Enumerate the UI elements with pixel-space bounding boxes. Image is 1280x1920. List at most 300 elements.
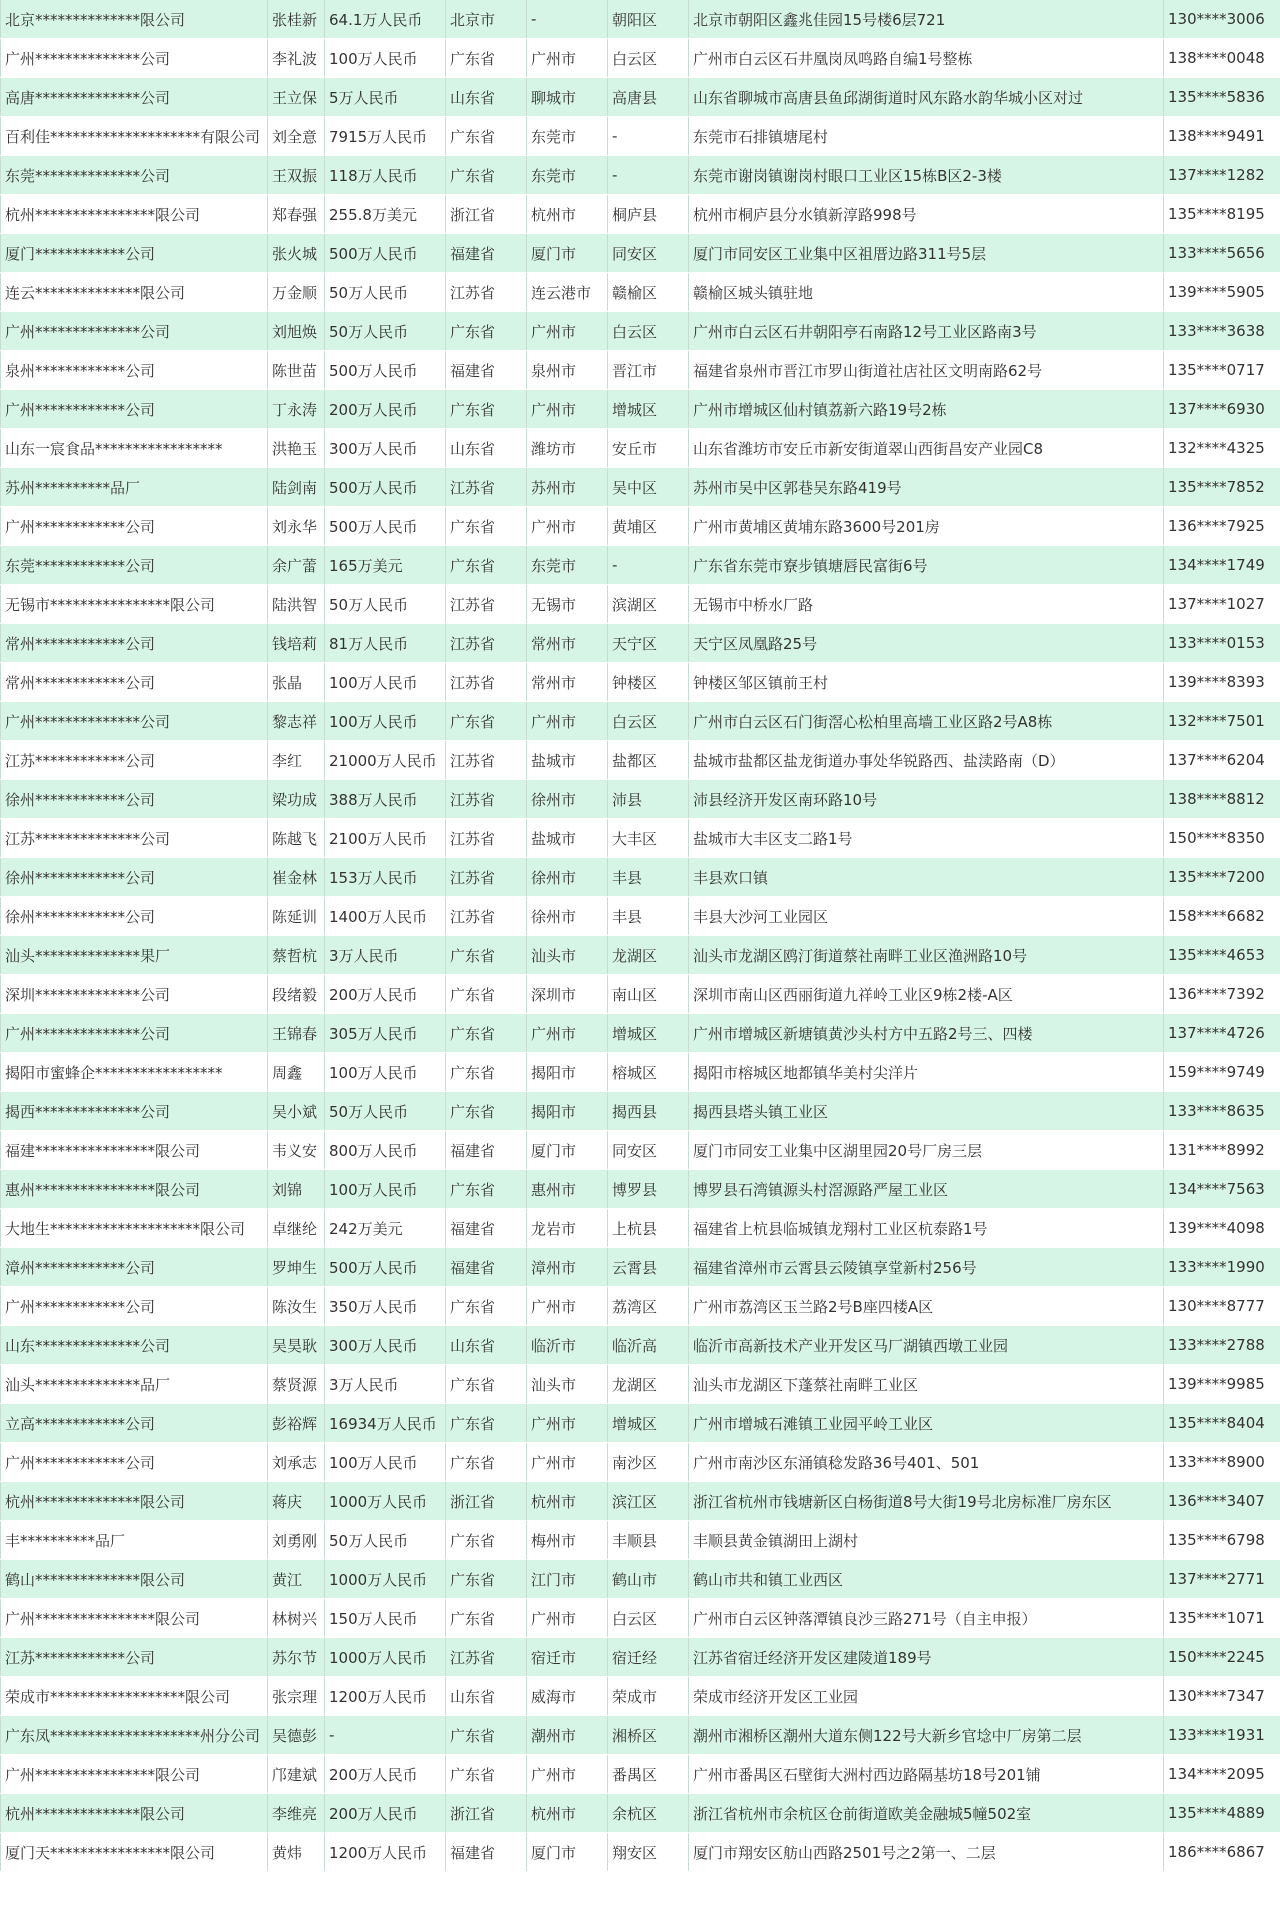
city-cell: 广州市 <box>527 507 608 546</box>
table-row <box>1 507 1280 546</box>
contact-person-cell: 陆洪智 <box>268 585 325 624</box>
company-name-cell: 广州************公司 <box>1 1287 268 1326</box>
phone-cell: 131****8992 <box>1164 1131 1280 1170</box>
address-cell: 盐城市大丰区支二路1号 <box>689 819 1164 858</box>
phone-cell: 133****2788 <box>1164 1326 1280 1365</box>
table-row <box>1 312 1280 351</box>
province-cell: 江苏省 <box>446 468 527 507</box>
registered-capital-cell: 1000万人民币 <box>325 1560 446 1599</box>
phone-cell: 135****5836 <box>1164 78 1280 117</box>
city-cell: 东莞市 <box>527 117 608 156</box>
province-cell: 山东省 <box>446 78 527 117</box>
contact-person-cell: 彭裕辉 <box>268 1404 325 1443</box>
district-cell: 增城区 <box>608 1404 689 1443</box>
phone-cell: 133****0153 <box>1164 624 1280 663</box>
city-cell: 徐州市 <box>527 897 608 936</box>
province-cell: 广东省 <box>446 1599 527 1638</box>
city-cell: 漳州市 <box>527 1248 608 1287</box>
address-cell: 广州市白云区石井朝阳亭石南路12号工业区路南3号 <box>689 312 1164 351</box>
registered-capital-cell: 100万人民币 <box>325 1443 446 1482</box>
registered-capital-cell: 100万人民币 <box>325 702 446 741</box>
registered-capital-cell: 1400万人民币 <box>325 897 446 936</box>
contact-person-cell: 蔡哲杭 <box>268 936 325 975</box>
company-name-cell: 杭州**************限公司 <box>1 1794 268 1833</box>
phone-cell: 133****3638 <box>1164 312 1280 351</box>
company-name-cell: 汕头**************品厂 <box>1 1365 268 1404</box>
province-cell: 广东省 <box>446 1365 527 1404</box>
company-name-cell: 高唐**************公司 <box>1 78 268 117</box>
registered-capital-cell: - <box>325 1716 446 1755</box>
province-cell: 江苏省 <box>446 741 527 780</box>
address-cell: 厦门市同安区工业集中区祖厝边路311号5层 <box>689 234 1164 273</box>
phone-cell: 130****7347 <box>1164 1677 1280 1716</box>
city-cell: 广州市 <box>527 39 608 78</box>
company-name-cell: 惠州****************限公司 <box>1 1170 268 1209</box>
district-cell: 白云区 <box>608 312 689 351</box>
company-table-body <box>1 0 1280 1872</box>
registered-capital-cell: 50万人民币 <box>325 273 446 312</box>
table-row <box>1 780 1280 819</box>
city-cell: 常州市 <box>527 663 608 702</box>
phone-cell: 132****4325 <box>1164 429 1280 468</box>
registered-capital-cell: 1000万人民币 <box>325 1638 446 1677</box>
city-cell: 江门市 <box>527 1560 608 1599</box>
contact-person-cell: 王锦春 <box>268 1014 325 1053</box>
company-name-cell: 常州************公司 <box>1 624 268 663</box>
company-name-cell: 北京**************限公司 <box>1 0 268 39</box>
city-cell: - <box>527 0 608 39</box>
district-cell: 南沙区 <box>608 1443 689 1482</box>
contact-person-cell: 张晶 <box>268 663 325 702</box>
district-cell: 荔湾区 <box>608 1287 689 1326</box>
registered-capital-cell: 300万人民币 <box>325 429 446 468</box>
address-cell: 广州市白云区石井凰岗凤鸣路自编1号整栋 <box>689 39 1164 78</box>
registered-capital-cell: 350万人民币 <box>325 1287 446 1326</box>
phone-cell: 137****4726 <box>1164 1014 1280 1053</box>
district-cell: 博罗县 <box>608 1170 689 1209</box>
province-cell: 福建省 <box>446 1209 527 1248</box>
city-cell: 龙岩市 <box>527 1209 608 1248</box>
contact-person-cell: 苏尔节 <box>268 1638 325 1677</box>
address-cell: 揭阳市榕城区地都镇华美村尖洋片 <box>689 1053 1164 1092</box>
company-name-cell: 徐州************公司 <box>1 858 268 897</box>
table-row <box>1 39 1280 78</box>
table-row <box>1 1170 1280 1209</box>
district-cell: 丰顺县 <box>608 1521 689 1560</box>
city-cell: 广州市 <box>527 1443 608 1482</box>
city-cell: 揭阳市 <box>527 1092 608 1131</box>
table-row <box>1 1482 1280 1521</box>
city-cell: 广州市 <box>527 1599 608 1638</box>
district-cell: 沛县 <box>608 780 689 819</box>
table-row <box>1 1560 1280 1599</box>
address-cell: 广州市白云区石门街滘心松柏里高墙工业区路2号A8栋 <box>689 702 1164 741</box>
city-cell: 汕头市 <box>527 1365 608 1404</box>
table-row <box>1 1677 1280 1716</box>
city-cell: 泉州市 <box>527 351 608 390</box>
address-cell: 杭州市桐庐县分水镇新淳路998号 <box>689 195 1164 234</box>
phone-cell: 158****6682 <box>1164 897 1280 936</box>
phone-cell: 139****8393 <box>1164 663 1280 702</box>
contact-person-cell: 韦义安 <box>268 1131 325 1170</box>
table-row <box>1 1248 1280 1287</box>
contact-person-cell: 王立保 <box>268 78 325 117</box>
registered-capital-cell: 3万人民币 <box>325 936 446 975</box>
company-name-cell: 广州**************公司 <box>1 39 268 78</box>
phone-cell: 135****0717 <box>1164 351 1280 390</box>
phone-cell: 136****7925 <box>1164 507 1280 546</box>
district-cell: 揭西县 <box>608 1092 689 1131</box>
company-name-cell: 广州****************限公司 <box>1 1599 268 1638</box>
registered-capital-cell: 64.1万人民币 <box>325 0 446 39</box>
province-cell: 福建省 <box>446 351 527 390</box>
company-name-cell: 广东凤********************州分公司 <box>1 1716 268 1755</box>
table-row <box>1 351 1280 390</box>
contact-person-cell: 张桂新 <box>268 0 325 39</box>
registered-capital-cell: 100万人民币 <box>325 663 446 702</box>
city-cell: 杭州市 <box>527 195 608 234</box>
address-cell: 深圳市南山区西丽街道九祥岭工业区9栋2楼-A区 <box>689 975 1164 1014</box>
district-cell: 湘桥区 <box>608 1716 689 1755</box>
contact-person-cell: 梁功成 <box>268 780 325 819</box>
province-cell: 广东省 <box>446 1092 527 1131</box>
phone-cell: 135****4653 <box>1164 936 1280 975</box>
district-cell: 滨湖区 <box>608 585 689 624</box>
table-row <box>1 117 1280 156</box>
district-cell: 安丘市 <box>608 429 689 468</box>
table-row <box>1 1287 1280 1326</box>
province-cell: 山东省 <box>446 429 527 468</box>
contact-person-cell: 丁永涛 <box>268 390 325 429</box>
company-name-cell: 徐州************公司 <box>1 780 268 819</box>
registered-capital-cell: 242万美元 <box>325 1209 446 1248</box>
district-cell: 上杭县 <box>608 1209 689 1248</box>
district-cell: 荣成市 <box>608 1677 689 1716</box>
address-cell: 钟楼区邹区镇前王村 <box>689 663 1164 702</box>
district-cell: 晋江市 <box>608 351 689 390</box>
company-name-cell: 杭州****************限公司 <box>1 195 268 234</box>
address-cell: 广东省东莞市寮步镇塘唇民富街6号 <box>689 546 1164 585</box>
table-row <box>1 858 1280 897</box>
province-cell: 浙江省 <box>446 195 527 234</box>
company-name-cell: 鹤山**************限公司 <box>1 1560 268 1599</box>
address-cell: 厦门市翔安区舫山西路2501号之2第一、二层 <box>689 1833 1164 1872</box>
contact-person-cell: 刘承志 <box>268 1443 325 1482</box>
city-cell: 广州市 <box>527 1287 608 1326</box>
contact-person-cell: 蔡贤源 <box>268 1365 325 1404</box>
province-cell: 广东省 <box>446 1287 527 1326</box>
city-cell: 东莞市 <box>527 546 608 585</box>
district-cell: - <box>608 546 689 585</box>
table-row <box>1 1092 1280 1131</box>
contact-person-cell: 林树兴 <box>268 1599 325 1638</box>
registered-capital-cell: 16934万人民币 <box>325 1404 446 1443</box>
city-cell: 梅州市 <box>527 1521 608 1560</box>
address-cell: 博罗县石湾镇源头村滘源路严屋工业区 <box>689 1170 1164 1209</box>
company-name-cell: 汕头**************果厂 <box>1 936 268 975</box>
table-row <box>1 1404 1280 1443</box>
district-cell: 云霄县 <box>608 1248 689 1287</box>
address-cell: 福建省泉州市晋江市罗山街道社店社区文明南路62号 <box>689 351 1164 390</box>
table-row <box>1 1014 1280 1053</box>
address-cell: 东莞市石排镇塘尾村 <box>689 117 1164 156</box>
company-name-cell: 广州************公司 <box>1 1443 268 1482</box>
phone-cell: 138****9491 <box>1164 117 1280 156</box>
address-cell: 浙江省杭州市余杭区仓前街道欧美金融城5幢502室 <box>689 1794 1164 1833</box>
registered-capital-cell: 21000万人民币 <box>325 741 446 780</box>
address-cell: 北京市朝阳区鑫兆佳园15号楼6层721 <box>689 0 1164 39</box>
contact-person-cell: 余广蕾 <box>268 546 325 585</box>
province-cell: 广东省 <box>446 156 527 195</box>
contact-person-cell: 吴昊耿 <box>268 1326 325 1365</box>
phone-cell: 134****7563 <box>1164 1170 1280 1209</box>
registered-capital-cell: 165万美元 <box>325 546 446 585</box>
address-cell: 广州市增城区仙村镇荔新六路19号2栋 <box>689 390 1164 429</box>
company-name-cell: 东莞************公司 <box>1 546 268 585</box>
city-cell: 厦门市 <box>527 1131 608 1170</box>
registered-capital-cell: 500万人民币 <box>325 1248 446 1287</box>
contact-person-cell: 刘勇刚 <box>268 1521 325 1560</box>
phone-cell: 135****1071 <box>1164 1599 1280 1638</box>
city-cell: 连云港市 <box>527 273 608 312</box>
district-cell: 丰县 <box>608 858 689 897</box>
city-cell: 厦门市 <box>527 234 608 273</box>
company-name-cell: 泉州************公司 <box>1 351 268 390</box>
city-cell: 徐州市 <box>527 858 608 897</box>
phone-cell: 135****4889 <box>1164 1794 1280 1833</box>
province-cell: 浙江省 <box>446 1482 527 1521</box>
city-cell: 汕头市 <box>527 936 608 975</box>
contact-person-cell: 李礼波 <box>268 39 325 78</box>
district-cell: 钟楼区 <box>608 663 689 702</box>
registered-capital-cell: 50万人民币 <box>325 1521 446 1560</box>
phone-cell: 135****8195 <box>1164 195 1280 234</box>
address-cell: 广州市荔湾区玉兰路2号B座四楼A区 <box>689 1287 1164 1326</box>
company-name-cell: 东莞**************公司 <box>1 156 268 195</box>
phone-cell: 133****1931 <box>1164 1716 1280 1755</box>
district-cell: 丰县 <box>608 897 689 936</box>
phone-cell: 136****7392 <box>1164 975 1280 1014</box>
address-cell: 广州市白云区钟落潭镇良沙三路271号（自主申报） <box>689 1599 1164 1638</box>
contact-person-cell: 李红 <box>268 741 325 780</box>
province-cell: 江苏省 <box>446 1638 527 1677</box>
contact-person-cell: 刘旭焕 <box>268 312 325 351</box>
company-name-cell: 山东一宸食品***************** <box>1 429 268 468</box>
city-cell: 潮州市 <box>527 1716 608 1755</box>
phone-cell: 134****2095 <box>1164 1755 1280 1794</box>
district-cell: 大丰区 <box>608 819 689 858</box>
address-cell: 浙江省杭州市钱塘新区白杨街道8号大街19号北房标准厂房东区 <box>689 1482 1164 1521</box>
contact-person-cell: 罗坤生 <box>268 1248 325 1287</box>
province-cell: 福建省 <box>446 1833 527 1872</box>
table-row <box>1 936 1280 975</box>
table-row <box>1 1638 1280 1677</box>
registered-capital-cell: 200万人民币 <box>325 1794 446 1833</box>
district-cell: 翔安区 <box>608 1833 689 1872</box>
address-cell: 广州市南沙区东涌镇稔发路36号401、501 <box>689 1443 1164 1482</box>
phone-cell: 139****9985 <box>1164 1365 1280 1404</box>
company-name-cell: 山东**************公司 <box>1 1326 268 1365</box>
table-row <box>1 0 1280 39</box>
district-cell: 盐都区 <box>608 741 689 780</box>
city-cell: 广州市 <box>527 312 608 351</box>
registered-capital-cell: 3万人民币 <box>325 1365 446 1404</box>
contact-person-cell: 刘永华 <box>268 507 325 546</box>
company-name-cell: 广州************公司 <box>1 507 268 546</box>
address-cell: 广州市增城石滩镇工业园平岭工业区 <box>689 1404 1164 1443</box>
phone-cell: 134****1749 <box>1164 546 1280 585</box>
table-row <box>1 195 1280 234</box>
registered-capital-cell: 200万人民币 <box>325 1755 446 1794</box>
company-name-cell: 福建****************限公司 <box>1 1131 268 1170</box>
district-cell: 龙湖区 <box>608 1365 689 1404</box>
city-cell: 惠州市 <box>527 1170 608 1209</box>
contact-person-cell: 周鑫 <box>268 1053 325 1092</box>
address-cell: 临沂市高新技术产业开发区马厂湖镇西墩工业园 <box>689 1326 1164 1365</box>
province-cell: 广东省 <box>446 1521 527 1560</box>
registered-capital-cell: 81万人民币 <box>325 624 446 663</box>
registered-capital-cell: 118万人民币 <box>325 156 446 195</box>
registered-capital-cell: 7915万人民币 <box>325 117 446 156</box>
table-row <box>1 702 1280 741</box>
city-cell: 杭州市 <box>527 1794 608 1833</box>
district-cell: 南山区 <box>608 975 689 1014</box>
table-row <box>1 156 1280 195</box>
province-cell: 广东省 <box>446 1404 527 1443</box>
registered-capital-cell: 800万人民币 <box>325 1131 446 1170</box>
phone-cell: 130****8777 <box>1164 1287 1280 1326</box>
province-cell: 江苏省 <box>446 585 527 624</box>
address-cell: 丰顺县黄金镇湖田上湖村 <box>689 1521 1164 1560</box>
contact-person-cell: 洪艳玉 <box>268 429 325 468</box>
phone-cell: 132****7501 <box>1164 702 1280 741</box>
city-cell: 苏州市 <box>527 468 608 507</box>
company-name-cell: 徐州************公司 <box>1 897 268 936</box>
address-cell: 山东省潍坊市安丘市新安街道翠山西街昌安产业园C8 <box>689 429 1164 468</box>
address-cell: 沛县经济开发区南环路10号 <box>689 780 1164 819</box>
address-cell: 无锡市中桥水厂路 <box>689 585 1164 624</box>
address-cell: 福建省漳州市云霄县云陵镇享堂新村256号 <box>689 1248 1164 1287</box>
company-name-cell: 连云**************限公司 <box>1 273 268 312</box>
province-cell: 广东省 <box>446 702 527 741</box>
district-cell: 宿迁经 <box>608 1638 689 1677</box>
table-row <box>1 585 1280 624</box>
district-cell: 天宁区 <box>608 624 689 663</box>
table-row <box>1 1131 1280 1170</box>
address-cell: 汕头市龙湖区鸥汀街道蔡社南畔工业区渔洲路10号 <box>689 936 1164 975</box>
phone-cell: 133****5656 <box>1164 234 1280 273</box>
table-row <box>1 1053 1280 1092</box>
phone-cell: 138****0048 <box>1164 39 1280 78</box>
province-cell: 广东省 <box>446 1443 527 1482</box>
company-name-cell: 江苏************公司 <box>1 1638 268 1677</box>
company-name-cell: 立高************公司 <box>1 1404 268 1443</box>
table-row <box>1 1443 1280 1482</box>
district-cell: 鹤山市 <box>608 1560 689 1599</box>
registered-capital-cell: 500万人民币 <box>325 234 446 273</box>
district-cell: 增城区 <box>608 1014 689 1053</box>
district-cell: 滨江区 <box>608 1482 689 1521</box>
phone-cell: 137****1282 <box>1164 156 1280 195</box>
district-cell: 龙湖区 <box>608 936 689 975</box>
table-row <box>1 1716 1280 1755</box>
phone-cell: 135****6798 <box>1164 1521 1280 1560</box>
registered-capital-cell: 1000万人民币 <box>325 1482 446 1521</box>
contact-person-cell: 黎志祥 <box>268 702 325 741</box>
district-cell: 同安区 <box>608 1131 689 1170</box>
contact-person-cell: 吴德彭 <box>268 1716 325 1755</box>
table-row <box>1 390 1280 429</box>
phone-cell: 133****8900 <box>1164 1443 1280 1482</box>
district-cell: 番禺区 <box>608 1755 689 1794</box>
province-cell: 广东省 <box>446 117 527 156</box>
district-cell: 黄埔区 <box>608 507 689 546</box>
phone-cell: 138****8812 <box>1164 780 1280 819</box>
table-row <box>1 897 1280 936</box>
city-cell: 无锡市 <box>527 585 608 624</box>
province-cell: 广东省 <box>446 1755 527 1794</box>
contact-person-cell: 万金顺 <box>268 273 325 312</box>
province-cell: 江苏省 <box>446 663 527 702</box>
phone-cell: 135****8404 <box>1164 1404 1280 1443</box>
table-row <box>1 234 1280 273</box>
district-cell: 白云区 <box>608 702 689 741</box>
city-cell: 揭阳市 <box>527 1053 608 1092</box>
address-cell: 盐城市盐都区盐龙街道办事处华锐路西、盐渎路南（D） <box>689 741 1164 780</box>
city-cell: 厦门市 <box>527 1833 608 1872</box>
company-name-cell: 厦门************公司 <box>1 234 268 273</box>
district-cell: - <box>608 156 689 195</box>
province-cell: 广东省 <box>446 936 527 975</box>
address-cell: 广州市黄埔区黄埔东路3600号201房 <box>689 507 1164 546</box>
province-cell: 江苏省 <box>446 819 527 858</box>
city-cell: 宿迁市 <box>527 1638 608 1677</box>
registered-capital-cell: 50万人民币 <box>325 1092 446 1131</box>
province-cell: 广东省 <box>446 975 527 1014</box>
province-cell: 福建省 <box>446 1131 527 1170</box>
province-cell: 江苏省 <box>446 780 527 819</box>
city-cell: 广州市 <box>527 1404 608 1443</box>
phone-cell: 135****7200 <box>1164 858 1280 897</box>
phone-cell: 135****7852 <box>1164 468 1280 507</box>
contact-person-cell: 崔金林 <box>268 858 325 897</box>
registered-capital-cell: 100万人民币 <box>325 39 446 78</box>
table-row <box>1 1365 1280 1404</box>
registered-capital-cell: 300万人民币 <box>325 1326 446 1365</box>
company-name-cell: 广州**************公司 <box>1 1014 268 1053</box>
registered-capital-cell: 200万人民币 <box>325 975 446 1014</box>
province-cell: 北京市 <box>446 0 527 39</box>
address-cell: 荣成市经济开发区工业园 <box>689 1677 1164 1716</box>
address-cell: 江苏省宿迁经济开发区建陵道189号 <box>689 1638 1164 1677</box>
registered-capital-cell: 388万人民币 <box>325 780 446 819</box>
district-cell: 白云区 <box>608 39 689 78</box>
address-cell: 广州市番禺区石壁街大洲村西边路隔基坊18号201铺 <box>689 1755 1164 1794</box>
registered-capital-cell: 500万人民币 <box>325 507 446 546</box>
city-cell: 东莞市 <box>527 156 608 195</box>
registered-capital-cell: 2100万人民币 <box>325 819 446 858</box>
address-cell: 丰县欢口镇 <box>689 858 1164 897</box>
city-cell: 聊城市 <box>527 78 608 117</box>
table-row <box>1 1755 1280 1794</box>
contact-person-cell: 张火城 <box>268 234 325 273</box>
address-cell: 苏州市吴中区郭巷吴东路419号 <box>689 468 1164 507</box>
phone-cell: 159****9749 <box>1164 1053 1280 1092</box>
address-cell: 汕头市龙湖区下蓬蔡社南畔工业区 <box>689 1365 1164 1404</box>
address-cell: 东莞市谢岗镇谢岗村眼口工业区15栋B区2-3楼 <box>689 156 1164 195</box>
province-cell: 广东省 <box>446 1170 527 1209</box>
table-row <box>1 975 1280 1014</box>
